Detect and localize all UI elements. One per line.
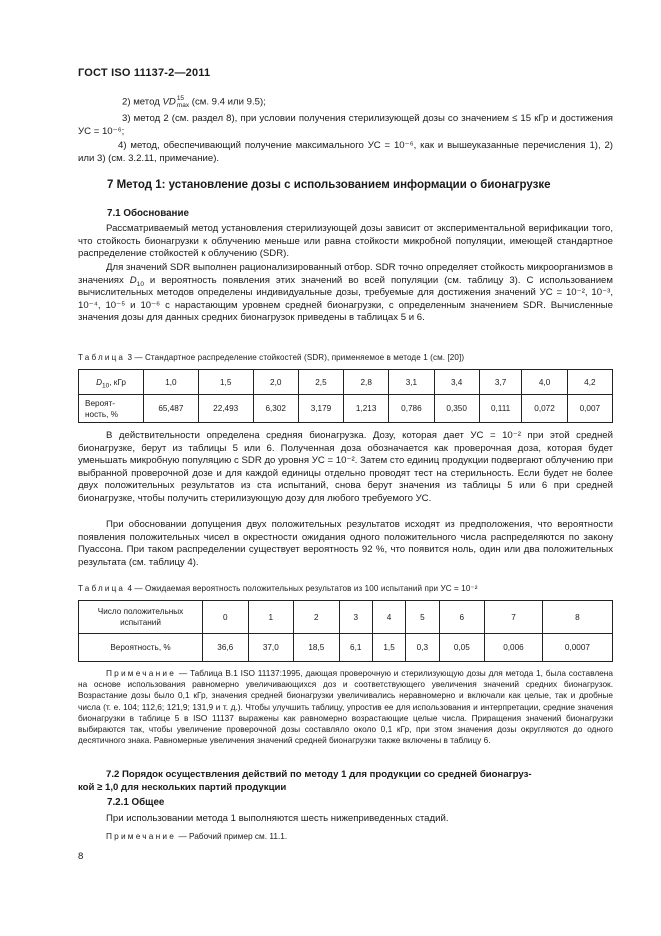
table-3 bbox=[78, 369, 613, 423]
table-cell: Вероятность, % bbox=[79, 634, 203, 662]
table-cell: 1,213 bbox=[344, 395, 389, 423]
table-cell: 2,0 bbox=[253, 370, 298, 395]
document-header: ГОСТ ISO 11137-2—2011 bbox=[78, 67, 211, 79]
section-7-2-1-heading: 7.2.1 Общее bbox=[107, 797, 165, 808]
table-cell: 7 bbox=[485, 601, 543, 634]
table-cell: 1,5 bbox=[198, 370, 253, 395]
table-row bbox=[79, 370, 613, 395]
table-row bbox=[79, 634, 613, 662]
table-cell: 4,0 bbox=[522, 370, 567, 395]
table-cell: 0,111 bbox=[479, 395, 522, 423]
paragraph-7-1-a: Рассматриваемый метод установления стерилизующей дозы зависит от экспериментальной верификации того, что стойкость бионагрузки к облучению меньше или равна стойкости микробной популяции, имеющей стандартное распределение стойкостей к облучению (SDR). bbox=[78, 223, 613, 260]
table-cell: 4,2 bbox=[567, 370, 612, 395]
table-cell: 1 bbox=[248, 601, 294, 634]
table-cell: 8 bbox=[542, 601, 612, 634]
paragraph-after-table-3-b: При обосновании допущения двух положительных результатов исходят из предположения, что вероятности появления положительных чисел в окрестности ожидания одного положительного числа распределяются по закону Пуассона. При таком распределении существует вероятность 92 %, что появится ноль, один или два положительных результата (см. таблицу 4). bbox=[78, 519, 613, 568]
list-item-3: 3) метод 2 (см. раздел 8), при условии получения стерилизующей дозы со значением ≤ 15 кГр и достижения УС = 10⁻⁶; bbox=[78, 113, 613, 137]
section-7-1-heading: 7.1 Обоснование bbox=[107, 208, 189, 219]
table-cell: 0,05 bbox=[439, 634, 485, 662]
table-cell: 0,3 bbox=[406, 634, 439, 662]
table-4-caption: Таблица 4 — Ожидаемая вероятность положительных результатов из 100 испытаний при УС = 10⁻² bbox=[78, 584, 478, 593]
note-table-4: Примечание — Таблица B.1 ISO 11137:1995, дающая проверочную и стерилизующую дозы для метода 1, была составлена на основе использования равномерно увеличивающихся доз и соответствующего увеличения значений средних бионагрузок. Возрастание дозы было 0,1 кГр, значения средней бионагрузки увеличивались неравномерно и включали как целые, так и дробные числа (т. е. 104; 112,6; 121,9; 131,9 и т. д.). Чтобы улучшить таблицу, упростив ее для использования и интерпретации, средние значения бионагрузки в таблице 5 в ISO 11137 выражены как равномерно возрастающие целые числа. Приращения значений бионагрузки выбираются так, чтобы увеличение проверочной дозы составляло около 0,1 кГр, при этом значения дозы округляются до одного десятичного знака. Равномерные увеличения значений средней бионагрузки также включены в таблицу 6. bbox=[78, 668, 613, 746]
table-cell: 1,5 bbox=[372, 634, 405, 662]
table-cell: 0,350 bbox=[434, 395, 479, 423]
note-7-2-1: Примечание — Рабочий пример см. 11.1. bbox=[106, 831, 288, 841]
table-row bbox=[79, 395, 613, 423]
table-cell: 1,0 bbox=[144, 370, 199, 395]
section-7-heading: 7 Метод 1: установление дозы с использованием информации о бионагрузке bbox=[107, 179, 551, 191]
table-cell: 3,7 bbox=[479, 370, 522, 395]
paragraph-7-2-1: При использовании метода 1 выполняются шесть нижеприведенных стадий. bbox=[106, 813, 449, 824]
table-cell: 36,6 bbox=[203, 634, 249, 662]
table-cell: 3,4 bbox=[434, 370, 479, 395]
table-cell: 2,5 bbox=[298, 370, 343, 395]
table-cell: 4 bbox=[372, 601, 405, 634]
table-cell: 0,0007 bbox=[542, 634, 612, 662]
table-cell: Число положительных испытаний bbox=[79, 601, 203, 634]
section-7-2-heading: 7.2 Порядок осуществления действий по методу 1 для продукции со средней бионагруз- кой ≥ 1,0 для нескольких партий продукции bbox=[78, 769, 532, 793]
table-cell: 6 bbox=[439, 601, 485, 634]
table-cell: 2,8 bbox=[344, 370, 389, 395]
table-cell: 6,1 bbox=[339, 634, 372, 662]
table-cell: 3,179 bbox=[298, 395, 343, 423]
table-3-caption: Таблица 3 — Стандартное распределение стойкостей (SDR), применяемое в методе 1 (см. [20]) bbox=[78, 353, 465, 362]
table-cell: 3,1 bbox=[389, 370, 434, 395]
table-cell: 0,007 bbox=[567, 395, 612, 423]
table-cell: 0,072 bbox=[522, 395, 567, 423]
table-cell: 37,0 bbox=[248, 634, 294, 662]
table-cell: 18,5 bbox=[294, 634, 340, 662]
list-item-2: 2) метод VD15 max (см. 9.4 или 9.5); bbox=[122, 95, 266, 109]
table-row bbox=[79, 601, 613, 634]
table-cell: 22,493 bbox=[198, 395, 253, 423]
list-item-4: 4) метод, обеспечивающий получение максимального УС = 10⁻⁶, как и вышеуказанные перечисления 1), 2) или 3) (см. 3.2.11, примечание). bbox=[78, 140, 613, 164]
table-cell: 0,006 bbox=[485, 634, 543, 662]
table-cell: 6,302 bbox=[253, 395, 298, 423]
table-cell: 65,487 bbox=[144, 395, 199, 423]
table-cell: 0,786 bbox=[389, 395, 434, 423]
table-cell: $D_{10}$, кГр bbox=[79, 370, 144, 395]
table-4 bbox=[78, 600, 613, 662]
table-cell: 5 bbox=[406, 601, 439, 634]
page-number: 8 bbox=[78, 851, 84, 862]
table-cell: 3 bbox=[339, 601, 372, 634]
paragraph-after-table-3-a: В действительности определена средняя бионагрузка. Дозу, которая дает УС = 10⁻² при этой средней бионагрузке, берут из таблицы 5 или 6. Полученная доза обозначается как проверочная доза, которая будет уменьшать микробную популяцию с SDR до уровня УС = 10⁻². Затем сто единиц продукции подвергают облучению при выбранной проверочной дозе и для каждой единицы отдельно проводят тест на стерильность. Если будет не более двух положительных результатов из ста испытаний, снова берут значения из таблицы 5 или 6 при средней бионагрузке, чтобы получить стерилизующую дозу для любого требуемого УС. bbox=[78, 430, 613, 504]
table-cell: 0 bbox=[203, 601, 249, 634]
table-cell: 2 bbox=[294, 601, 340, 634]
table-cell: Вероят- ность, % bbox=[79, 395, 144, 423]
paragraph-7-1-b: Для значений SDR выполнен рационализированный отбор. SDR точно определяет стойкость микроорганизмов в значениях $D_{10}$ и вероятность появления этих значений во всей популяции (см. таблицу 3). С использованием вычислительных методов определены индивидуальные дозы, требуемые для достижения значений УС = 10⁻², 10⁻³, 10⁻⁴, 10⁻⁵ и 10⁻⁶ с нарастающим уровнем средней бионагрузки, с определенным значением SDR. Вычисленные значения дозы для данных средних бионагрузок приведены в таблицах 5 и 6. bbox=[78, 262, 613, 324]
